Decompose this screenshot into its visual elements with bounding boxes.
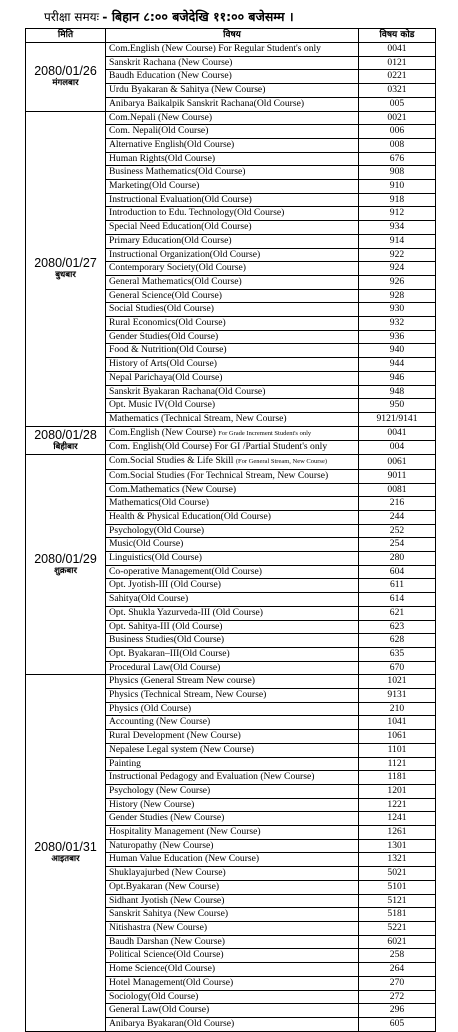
subject-name: Com.Mathematics (New Course) xyxy=(109,483,237,495)
exam-day: शुक्रबार xyxy=(54,566,77,577)
subject-name: Food & Nutrition(Old Course) xyxy=(109,344,227,356)
subject-code: 0061 xyxy=(359,455,436,470)
subject-code: 5101 xyxy=(359,880,436,894)
subject-cell xyxy=(106,180,359,194)
subject-cell xyxy=(106,234,359,248)
subject-name: Opt. Jyotish-III (Old Course) xyxy=(109,579,221,591)
subject-name: Social Studies(Old Course) xyxy=(109,303,214,315)
subject-name: Psychology(Old Course) xyxy=(109,524,205,536)
subject-cell xyxy=(106,344,359,358)
subject-name: Mathematics(Old Course) xyxy=(109,497,209,509)
exam-day: आइतबार xyxy=(51,854,80,865)
subject-code: 006 xyxy=(359,125,436,139)
subject-cell xyxy=(106,908,359,922)
subject-name: Com.English (New Course) xyxy=(109,426,216,438)
subject-cell xyxy=(106,771,359,785)
subject-cell xyxy=(106,426,359,441)
subject-name: Instructional Pedagogy and Evaluation (New Course) xyxy=(109,771,315,783)
subject-cell xyxy=(106,43,359,57)
subject-name: Sahitya(Old Course) xyxy=(109,593,189,605)
subject-code: 1221 xyxy=(359,798,436,812)
subject-code: 1121 xyxy=(359,757,436,771)
subject-name: Nepalese Legal system (New Course) xyxy=(109,743,254,755)
subject-name: Mathematics (Technical Stream, New Course) xyxy=(109,412,287,424)
subject-cell xyxy=(106,111,359,125)
exam-day: मंगलबार xyxy=(52,78,79,89)
subject-cell xyxy=(106,702,359,716)
subject-cell xyxy=(106,97,359,111)
subject-code: 1041 xyxy=(359,716,436,730)
subject-name: Anibarya Byakaran(Old Course) xyxy=(109,1017,235,1029)
subject-cell xyxy=(106,757,359,771)
subject-name: Anibarya Baikalpik Sanskrit Rachana(Old Course) xyxy=(109,97,305,109)
subject-code: 270 xyxy=(359,976,436,990)
subject-name: Hotel Management(Old Course) xyxy=(109,976,234,988)
subject-name: Instructional Organization(Old Course) xyxy=(109,248,261,260)
subject-code: 252 xyxy=(359,524,436,538)
exam-time-value: - बिहान ८:०० बजेदेखि ११:०० बजेसम्म । xyxy=(102,9,294,24)
subject-cell xyxy=(106,867,359,881)
subject-code: 5121 xyxy=(359,894,436,908)
subject-name: Accounting (New Course) xyxy=(109,716,211,728)
subject-cell xyxy=(106,839,359,853)
subject-cell xyxy=(106,634,359,648)
subject-cell xyxy=(106,193,359,207)
subject-cell xyxy=(106,275,359,289)
subject-cell xyxy=(106,385,359,399)
subject-cell xyxy=(106,538,359,552)
exam-time-label: परीक्षा समयः xyxy=(44,10,100,24)
subject-cell xyxy=(106,1017,359,1031)
subject-name: Shuklayajurbed (New Course) xyxy=(109,867,226,879)
subject-code: 005 xyxy=(359,97,436,111)
subject-cell xyxy=(106,661,359,675)
subject-code: 611 xyxy=(359,579,436,593)
subject-code: 946 xyxy=(359,371,436,385)
subject-name: Gender Studies(Old Course) xyxy=(109,330,219,342)
subject-code: 621 xyxy=(359,606,436,620)
subject-code: 5021 xyxy=(359,867,436,881)
subject-cell xyxy=(106,125,359,139)
subject-cell xyxy=(106,70,359,84)
subject-code: 9011 xyxy=(359,469,436,483)
subject-name: General Mathematics(Old Course) xyxy=(109,275,242,287)
exam-date: 2080/01/29 xyxy=(34,552,97,567)
subject-note: For Grade Increment Student's only xyxy=(218,429,312,437)
table-row xyxy=(26,43,436,57)
subject-code: 676 xyxy=(359,152,436,166)
subject-code: 9131 xyxy=(359,689,436,703)
subject-code: 910 xyxy=(359,180,436,194)
subject-code: 1181 xyxy=(359,771,436,785)
subject-cell xyxy=(106,716,359,730)
subject-code: 944 xyxy=(359,358,436,372)
subject-code: 924 xyxy=(359,262,436,276)
subject-cell xyxy=(106,963,359,977)
page-header xyxy=(0,0,458,28)
subject-code: 918 xyxy=(359,193,436,207)
subject-cell xyxy=(106,565,359,579)
subject-name: Baudh Education (New Course) xyxy=(109,70,232,82)
subject-code: 936 xyxy=(359,330,436,344)
subject-cell xyxy=(106,358,359,372)
subject-name: Human Value Education (New Course) xyxy=(109,853,260,865)
subject-cell xyxy=(106,412,359,426)
subject-code: 922 xyxy=(359,248,436,262)
subject-name: Com.Nepali (New Course) xyxy=(109,111,213,123)
subject-code: 1101 xyxy=(359,743,436,757)
subject-name: Com.Social Studies (For Technical Stream, New Course) xyxy=(109,469,329,481)
subject-cell xyxy=(106,689,359,703)
subject-cell xyxy=(106,730,359,744)
subject-code: 5221 xyxy=(359,922,436,936)
subject-name: Nitishastra (New Course) xyxy=(109,922,208,933)
subject-note: (For General Stream, New Course) xyxy=(235,458,328,466)
subject-name: General Science(Old Course) xyxy=(109,289,222,301)
subject-code: 008 xyxy=(359,138,436,152)
exam-date-cell xyxy=(26,111,106,426)
subject-code: 244 xyxy=(359,510,436,524)
subject-name: Sociology(Old Course) xyxy=(109,990,199,1002)
column-header-date: मिति xyxy=(26,29,106,43)
subject-name: History (New Course) xyxy=(109,798,195,810)
subject-cell xyxy=(106,593,359,607)
subject-cell xyxy=(106,497,359,511)
subject-cell xyxy=(106,853,359,867)
subject-cell xyxy=(106,138,359,152)
subject-cell xyxy=(106,935,359,949)
column-header-code: विषय कोड xyxy=(359,29,436,43)
subject-name: Health & Physical Education(Old Course) xyxy=(109,510,271,522)
subject-code: 948 xyxy=(359,385,436,399)
subject-name: General Law(Old Course) xyxy=(109,1004,210,1016)
subject-name: Sidhant Jyotish (New Course) xyxy=(109,894,225,906)
subject-cell xyxy=(106,455,359,470)
exam-date-cell xyxy=(26,426,106,454)
exam-day: बुधबार xyxy=(55,270,76,281)
subject-code: 5181 xyxy=(359,908,436,922)
subject-name: Com. English(Old Course) For GI /Partial Student's only xyxy=(109,441,328,453)
subject-cell xyxy=(106,524,359,538)
subject-name: Human Rights(Old Course) xyxy=(109,152,216,164)
table-row xyxy=(26,426,436,441)
subject-code: 930 xyxy=(359,303,436,317)
subject-name: Rural Development (New Course) xyxy=(109,730,241,742)
exam-date: 2080/01/26 xyxy=(34,64,97,79)
subject-code: 628 xyxy=(359,634,436,648)
subject-name: Contemporary Society(Old Course) xyxy=(109,262,246,274)
subject-code: 0221 xyxy=(359,70,436,84)
subject-cell xyxy=(106,330,359,344)
subject-name: Rural Economics(Old Course) xyxy=(109,317,226,329)
subject-name: Home Science(Old Course) xyxy=(109,963,216,975)
subject-name: Opt. Byakaran–III(Old Course) xyxy=(109,647,230,659)
subject-cell xyxy=(106,976,359,990)
subject-code: 670 xyxy=(359,661,436,675)
subject-code: 635 xyxy=(359,647,436,661)
subject-name: Music(Old Course) xyxy=(109,538,184,550)
subject-code: 264 xyxy=(359,963,436,977)
table-body xyxy=(26,43,436,1032)
table-row xyxy=(26,111,436,125)
subject-code: 216 xyxy=(359,497,436,511)
subject-name: Political Science(Old Course) xyxy=(109,949,224,961)
subject-code: 296 xyxy=(359,1004,436,1018)
subject-cell xyxy=(106,922,359,936)
subject-code: 280 xyxy=(359,552,436,566)
subject-code: 623 xyxy=(359,620,436,634)
subject-name: Urdu Byakaran & Sahitya (New Course) xyxy=(109,84,266,96)
subject-cell xyxy=(106,207,359,221)
subject-name: Com.English (New Course) For Regular Student's only xyxy=(109,43,321,54)
subject-name: Opt. Sahitya-III (Old Course) xyxy=(109,620,223,632)
subject-code: 1261 xyxy=(359,826,436,840)
subject-code: 950 xyxy=(359,399,436,413)
subject-code: 908 xyxy=(359,166,436,180)
subject-code: 1241 xyxy=(359,812,436,826)
exam-day: बिहीबार xyxy=(53,441,78,452)
subject-name: Opt. Shukla Yazurveda-III (Old Course) xyxy=(109,606,264,618)
exam-schedule-table xyxy=(25,28,436,1032)
table-header-row xyxy=(26,29,436,43)
subject-cell xyxy=(106,606,359,620)
subject-code: 605 xyxy=(359,1017,436,1031)
subject-name: Linguistics(Old Course) xyxy=(109,552,202,564)
subject-name: Co-operative Management(Old Course) xyxy=(109,565,262,577)
subject-cell xyxy=(106,510,359,524)
subject-code: 6021 xyxy=(359,935,436,949)
subject-name: Physics (General Stream New course) xyxy=(109,675,255,687)
subject-name: Hospitality Management (New Course) xyxy=(109,826,261,838)
subject-cell xyxy=(106,166,359,180)
subject-name: Nepal Parichaya(Old Course) xyxy=(109,371,223,383)
subject-name: Painting xyxy=(109,757,141,769)
subject-name: Psychology (New Course) xyxy=(109,784,211,796)
subject-name: Primary Education(Old Course) xyxy=(109,234,232,246)
subject-cell xyxy=(106,303,359,317)
subject-code: 912 xyxy=(359,207,436,221)
subject-code: 9121/9141 xyxy=(359,412,436,426)
subject-name: Physics (Old Course) xyxy=(109,702,192,714)
subject-name: Gender Studies (New Course) xyxy=(109,812,225,824)
subject-code: 614 xyxy=(359,593,436,607)
subject-name: Marketing(Old Course) xyxy=(109,180,200,192)
exam-date: 2080/01/28 xyxy=(34,427,97,442)
subject-name: Sanskrit Rachana (New Course) xyxy=(109,56,233,68)
subject-code: 0041 xyxy=(359,43,436,57)
subject-cell xyxy=(106,317,359,331)
subject-code: 004 xyxy=(359,441,436,455)
subject-code: 210 xyxy=(359,702,436,716)
subject-name: Instructional Evaluation(Old Course) xyxy=(109,193,252,205)
exam-date-cell xyxy=(26,455,106,675)
subject-name: Sanskrit Byakaran Rachana(Old Course) xyxy=(109,385,266,397)
subject-code: 0321 xyxy=(359,84,436,98)
subject-code: 1321 xyxy=(359,853,436,867)
subject-cell xyxy=(106,483,359,497)
subject-code: 0021 xyxy=(359,111,436,125)
subject-code: 0081 xyxy=(359,483,436,497)
subject-cell xyxy=(106,784,359,798)
subject-code: 254 xyxy=(359,538,436,552)
subject-code: 258 xyxy=(359,949,436,963)
subject-cell xyxy=(106,579,359,593)
subject-name: Com.Social Studies & Life Skill xyxy=(109,455,234,467)
subject-name: History of Arts(Old Course) xyxy=(109,358,217,370)
subject-code: 0121 xyxy=(359,56,436,70)
table-row xyxy=(26,675,436,689)
subject-cell xyxy=(106,469,359,483)
subject-name: Business Studies(Old Course) xyxy=(109,634,225,646)
exam-date-cell xyxy=(26,675,106,1031)
subject-code: 926 xyxy=(359,275,436,289)
subject-name: Com. Nepali(Old Course) xyxy=(109,125,209,137)
subject-code: 934 xyxy=(359,221,436,235)
subject-code: 914 xyxy=(359,234,436,248)
subject-cell xyxy=(106,262,359,276)
subject-name: Opt.Byakaran (New Course) xyxy=(109,880,220,892)
subject-cell xyxy=(106,949,359,963)
subject-cell xyxy=(106,894,359,908)
subject-name: Procedural Law(Old Course) xyxy=(109,661,221,673)
subject-name: Special Need Education(Old Course) xyxy=(109,221,252,233)
table-row xyxy=(26,455,436,470)
subject-code: 0041 xyxy=(359,426,436,441)
column-header-subject: विषय xyxy=(106,29,359,43)
subject-cell xyxy=(106,552,359,566)
subject-cell xyxy=(106,152,359,166)
subject-code: 272 xyxy=(359,990,436,1004)
subject-code: 1021 xyxy=(359,675,436,689)
subject-cell xyxy=(106,675,359,689)
subject-cell xyxy=(106,221,359,235)
subject-code: 1201 xyxy=(359,784,436,798)
subject-cell xyxy=(106,812,359,826)
subject-name: Sanskrit Sahitya (New Course) xyxy=(109,908,229,920)
subject-name: Business Mathematics(Old Course) xyxy=(109,166,246,178)
exam-time xyxy=(44,8,294,25)
subject-cell xyxy=(106,84,359,98)
subject-cell xyxy=(106,248,359,262)
subject-name: Introduction to Edu. Technology(Old Course) xyxy=(109,207,285,219)
subject-cell xyxy=(106,743,359,757)
subject-cell xyxy=(106,371,359,385)
subject-code: 1301 xyxy=(359,839,436,853)
subject-cell xyxy=(106,1004,359,1018)
subject-cell xyxy=(106,56,359,70)
subject-code: 604 xyxy=(359,565,436,579)
subject-code: 940 xyxy=(359,344,436,358)
subject-cell xyxy=(106,826,359,840)
subject-cell xyxy=(106,880,359,894)
subject-cell xyxy=(106,399,359,413)
subject-cell xyxy=(106,798,359,812)
subject-cell xyxy=(106,990,359,1004)
exam-date: 2080/01/27 xyxy=(34,256,97,271)
subject-cell xyxy=(106,620,359,634)
subject-name: Baudh Darshan (New Course) xyxy=(109,935,225,947)
subject-cell xyxy=(106,647,359,661)
exam-date-cell xyxy=(26,43,106,112)
subject-name: Alternative English(Old Course) xyxy=(109,138,235,150)
subject-cell xyxy=(106,289,359,303)
exam-date: 2080/01/31 xyxy=(34,840,97,855)
subject-name: Naturopathy (New Course) xyxy=(109,839,214,851)
subject-code: 932 xyxy=(359,317,436,331)
subject-name: Opt. Music IV(Old Course) xyxy=(109,399,216,411)
subject-code: 1061 xyxy=(359,730,436,744)
subject-code: 928 xyxy=(359,289,436,303)
subject-name: Physics (Technical Stream, New Course) xyxy=(109,689,267,701)
subject-cell xyxy=(106,441,359,455)
